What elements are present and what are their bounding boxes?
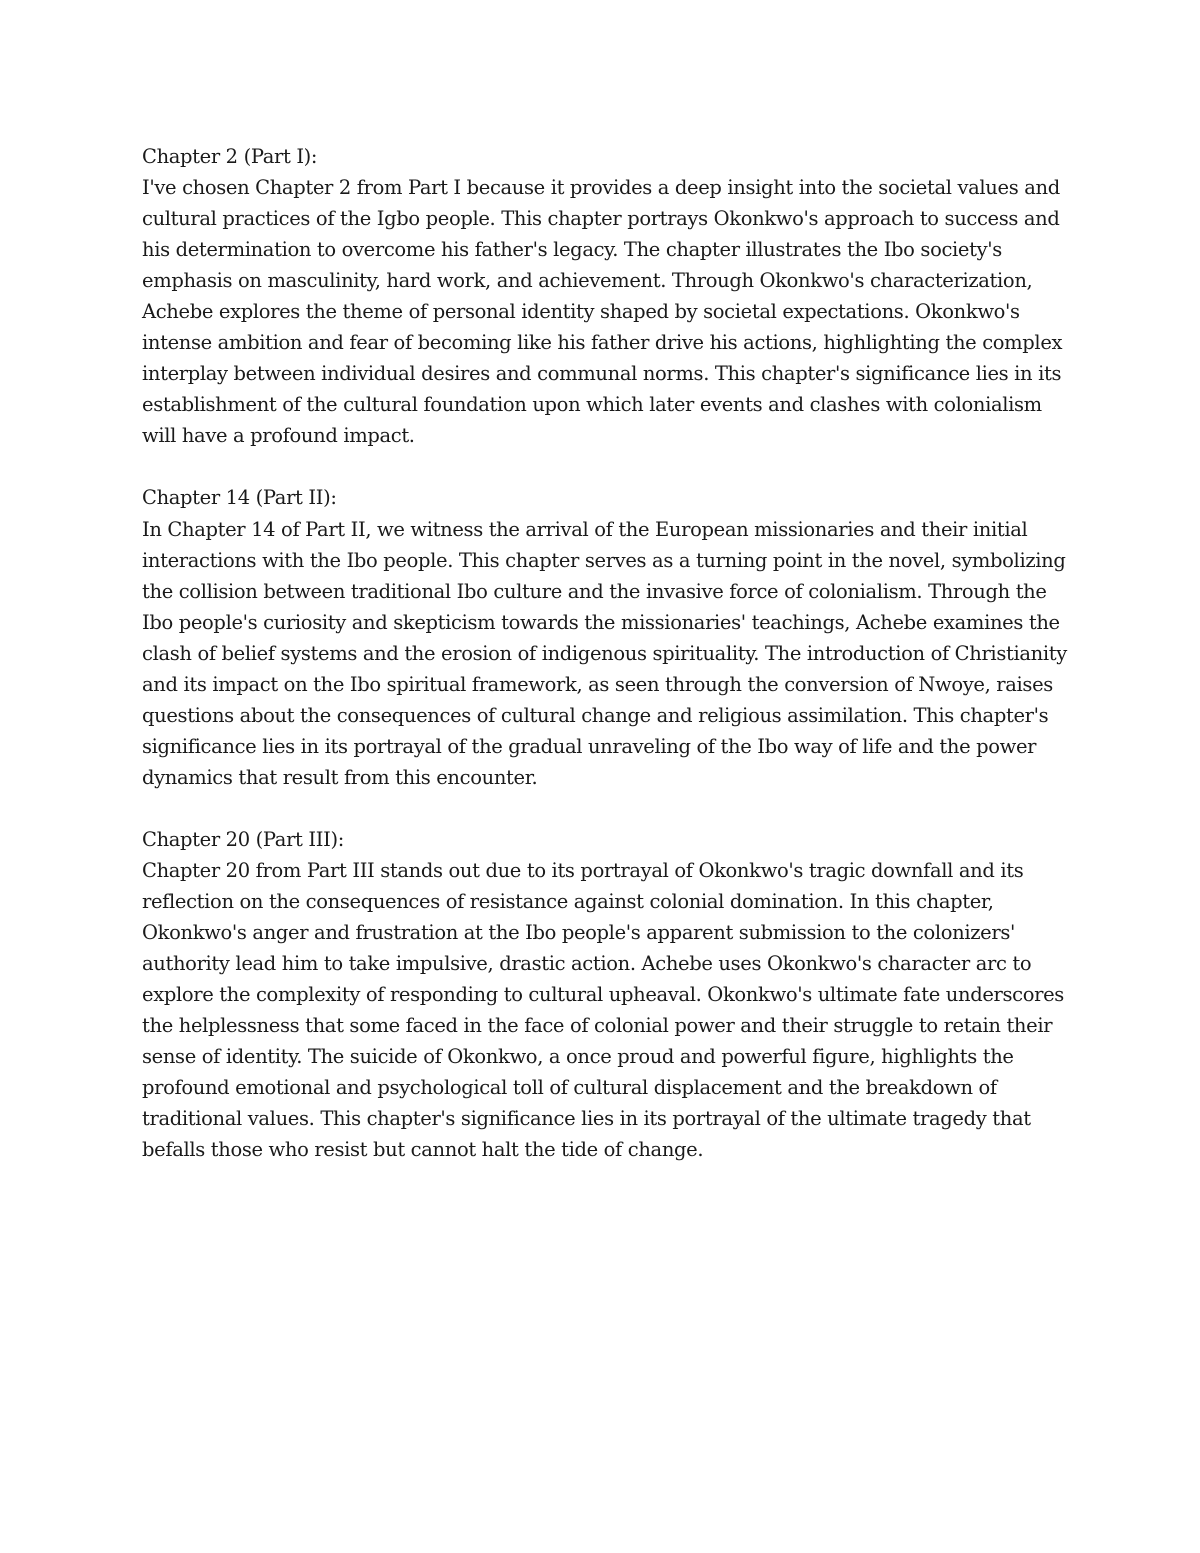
section-heading: Chapter 2 (Part I): [142,145,318,168]
paragraph-line: cultural practices of the Igbo people. This chapter portrays Okonkwo's approach to success and [142,207,1060,231]
paragraph-line: Okonkwo's anger and frustration at the Ibo people's apparent submission to the colonizers' [142,921,1016,945]
paragraph-line: clash of belief systems and the erosion of indigenous spirituality. The introduction of Christianity [142,641,1067,665]
paragraph-line: questions about the consequences of cultural change and religious assimilation. This chapter's [142,703,1049,727]
paragraph-line: Ibo people's curiosity and skepticism towards the missionaries' teachings, Achebe examines the [142,610,1060,634]
paragraph-line: profound emotional and psychological toll of cultural displacement and the breakdown of [142,1076,997,1100]
paragraph-line: and its impact on the Ibo spiritual framework, as seen through the conversion of Nwoye, raises [142,672,1053,696]
section-chapter-2 [142,141,1067,451]
paragraph-line: befalls those who resist but cannot halt the tide of change. [142,1138,704,1162]
paragraph-line: authority lead him to take impulsive, drastic action. Achebe uses Okonkwo's character arc to [142,952,1032,976]
paragraph-line: intense ambition and fear of becoming like his father drive his actions, highlighting the complex [142,331,1063,355]
section-heading: Chapter 20 (Part III): [142,827,344,851]
paragraph-line: establishment of the cultural foundation upon which later events and clashes with colonialism [142,393,1042,417]
document-body [142,141,1067,1196]
section-chapter-14 [142,482,1067,792]
paragraph-line: explore the complexity of responding to cultural upheaval. Okonkwo's ultimate fate underscores [142,983,1064,1007]
paragraph-line: his determination to overcome his father's legacy. The chapter illustrates the Ibo society's [142,238,1002,262]
paragraph-line: interactions with the Ibo people. This chapter serves as a turning point in the novel, symbolizing [142,548,1066,572]
paragraph-line: sense of identity. The suicide of Okonkwo, a once proud and powerful figure, highlights the [142,1045,1014,1069]
paragraph-line: emphasis on masculinity, hard work, and achievement. Through Okonkwo's characterization, [142,269,1033,293]
paragraph-line: Chapter 20 from Part III stands out due to its portrayal of Okonkwo's tragic downfall and its [142,858,1024,882]
paragraph-line: interplay between individual desires and communal norms. This chapter's significance lies in its [142,362,1062,386]
paragraph-line: In Chapter 14 of Part II, we witness the arrival of the European missionaries and their initial [142,517,1028,541]
paragraph-line: traditional values. This chapter's significance lies in its portrayal of the ultimate tragedy that [142,1107,1031,1131]
section-chapter-20 [142,824,1067,1166]
paragraph-line: reflection on the consequences of resistance against colonial domination. In this chapter, [142,890,994,914]
paragraph-line: Achebe explores the theme of personal identity shaped by societal expectations. Okonkwo's [142,300,1020,324]
paragraph-line: the helplessness that some faced in the face of colonial power and their struggle to retain their [142,1014,1053,1038]
paragraph-line: the collision between traditional Ibo culture and the invasive force of colonialism. Through the [142,579,1047,603]
paragraph-line: significance lies in its portrayal of the gradual unraveling of the Ibo way of life and the power [142,734,1037,758]
paragraph-line: will have a profound impact. [142,424,415,448]
section-heading: Chapter 14 (Part II): [142,486,337,510]
paragraph-line: I've chosen Chapter 2 from Part I because it provides a deep insight into the societal values and [142,176,1060,200]
paragraph-line: dynamics that result from this encounter. [142,765,538,789]
